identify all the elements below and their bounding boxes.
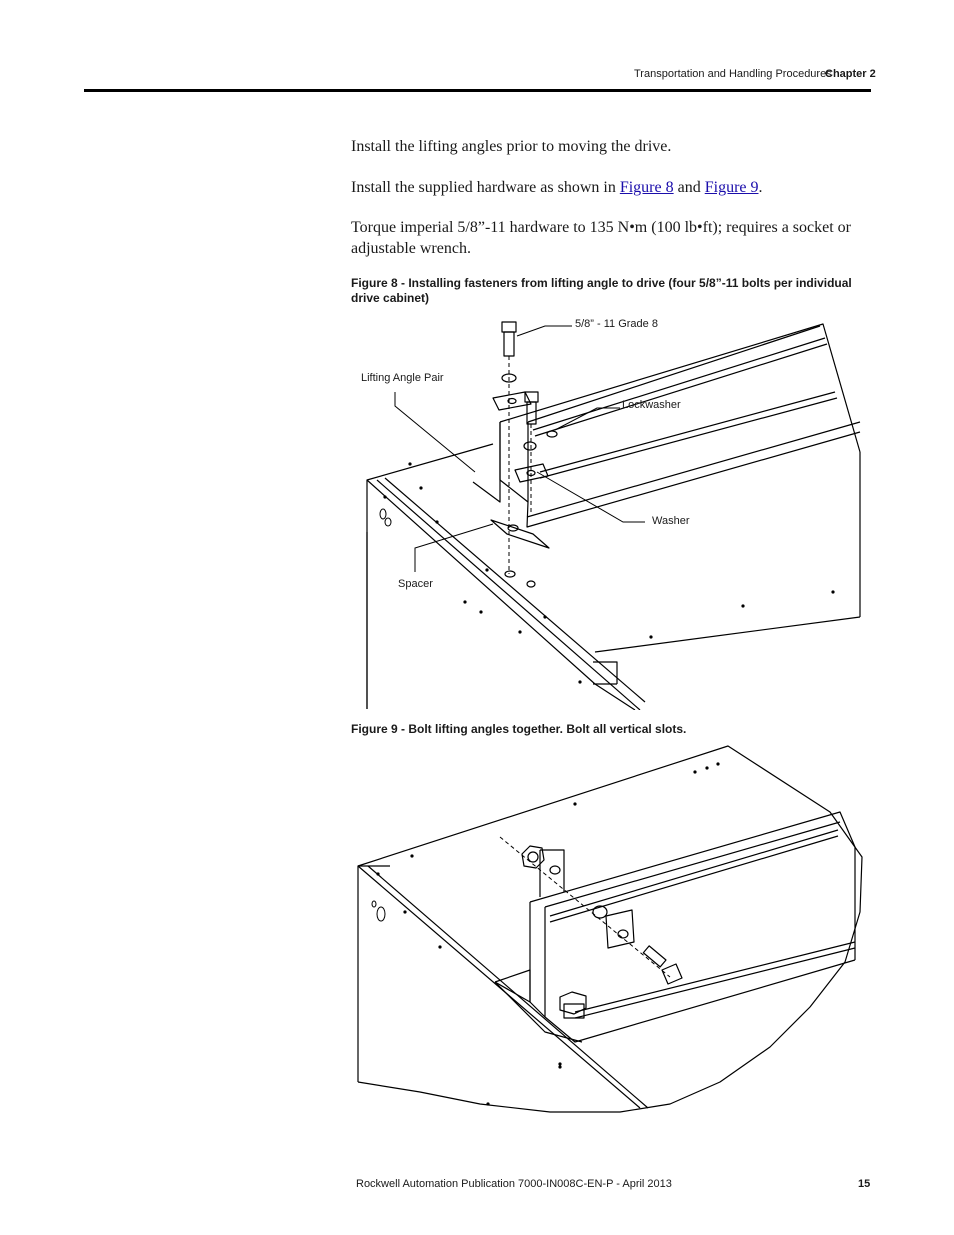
figure-9-illustration xyxy=(350,742,870,1122)
paragraph-text: and xyxy=(673,179,705,196)
footer-page-number: 15 xyxy=(858,1178,871,1190)
paragraph-text: Install the supplied hardware as shown in xyxy=(351,179,620,196)
running-header-chapter: Chapter 2 xyxy=(825,68,876,80)
header-rule xyxy=(84,89,871,92)
callout-bolt: 5/8” - 11 Grade 8 xyxy=(575,318,658,330)
paragraph-install-hardware xyxy=(351,177,871,198)
figure-9-caption: Figure 9 - Bolt lifting angles together. Bolt all vertical slots. xyxy=(351,722,687,736)
callout-washer: Washer xyxy=(652,515,690,527)
callout-lifting-angle-pair: Lifting Angle Pair xyxy=(361,372,444,384)
figure-8-caption: Figure 8 - Installing fasteners from lifting angle to drive (four 5/8”-11 bolts per individual drive cabinet) xyxy=(351,276,852,305)
footer-publication: Rockwell Automation Publication 7000-IN008C-EN-P - April 2013 xyxy=(356,1178,672,1190)
paragraph-torque: Torque imperial 5/8”-11 hardware to 135 N•m (100 lb•ft); requires a socket or adjustable wrench. xyxy=(351,219,851,257)
callout-lockwasher: Lockwasher xyxy=(622,399,681,411)
figure-9-link[interactable]: Figure 9 xyxy=(704,179,759,196)
paragraph-text: . xyxy=(758,179,763,196)
figure-8-link[interactable]: Figure 8 xyxy=(619,179,674,196)
paragraph-install-prior: Install the lifting angles prior to moving the drive. xyxy=(351,138,672,155)
callout-spacer: Spacer xyxy=(398,578,433,590)
running-header-title: Transportation and Handling Procedures xyxy=(634,68,832,80)
